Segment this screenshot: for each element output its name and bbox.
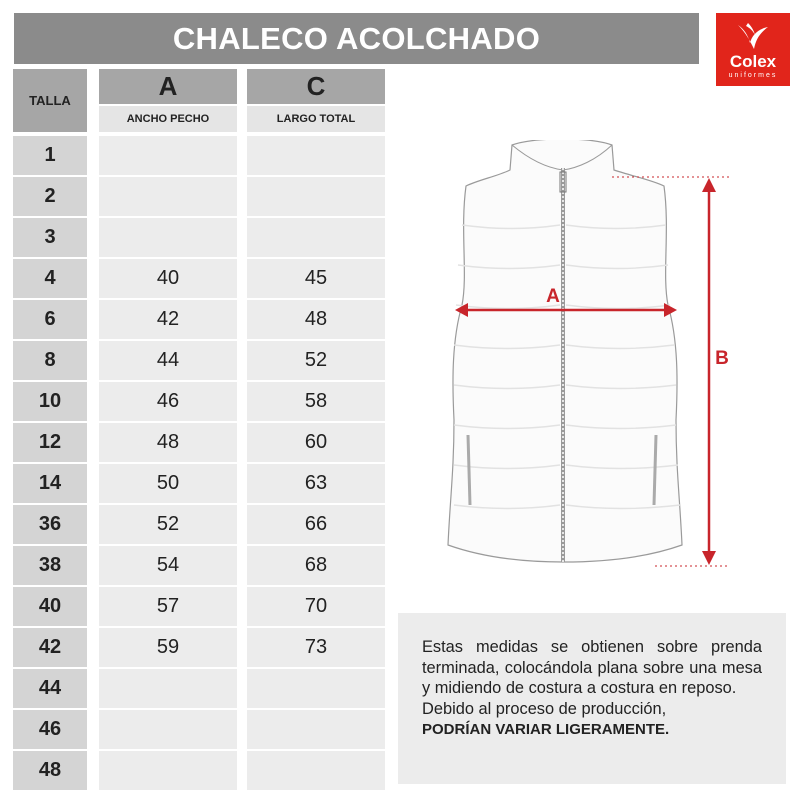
chest-width-cell: 54 xyxy=(99,546,237,585)
size-cell: 6 xyxy=(13,300,87,339)
total-length-cell xyxy=(247,177,385,216)
chest-width-cell xyxy=(99,669,237,708)
column-header-a xyxy=(99,69,237,132)
column-letter: A xyxy=(99,69,237,104)
total-length-cell: 68 xyxy=(247,546,385,585)
total-length-cell: 63 xyxy=(247,464,385,503)
size-cell: 4 xyxy=(13,259,87,298)
bird-logo-icon xyxy=(734,19,772,53)
page-title: CHALECO ACOLCHADO xyxy=(14,13,699,64)
size-cell: 8 xyxy=(13,341,87,380)
chest-width-cell xyxy=(99,751,237,790)
brand-tagline: uniformes xyxy=(728,72,778,79)
size-cell: 2 xyxy=(13,177,87,216)
total-length-cell: 66 xyxy=(247,505,385,544)
brand-logo xyxy=(716,13,790,86)
chest-width-cell: 48 xyxy=(99,423,237,462)
size-cell: 44 xyxy=(13,669,87,708)
chest-width-cell: 50 xyxy=(99,464,237,503)
total-length-cell: 48 xyxy=(247,300,385,339)
size-column-header: TALLA xyxy=(13,69,87,132)
total-length-cell xyxy=(247,669,385,708)
size-cell: 48 xyxy=(13,751,87,790)
size-cell: 42 xyxy=(13,628,87,667)
total-length-cell xyxy=(247,751,385,790)
width-label: A xyxy=(546,286,560,307)
size-cell: 12 xyxy=(13,423,87,462)
total-length-cell xyxy=(247,136,385,175)
brand-name: Colex xyxy=(729,52,777,71)
chest-width-cell xyxy=(99,136,237,175)
size-cell: 10 xyxy=(13,382,87,421)
total-length-cell: 73 xyxy=(247,628,385,667)
total-length-cell: 45 xyxy=(247,259,385,298)
chest-width-cell: 59 xyxy=(99,628,237,667)
total-length-cell: 52 xyxy=(247,341,385,380)
total-length-cell: 58 xyxy=(247,382,385,421)
total-length-cell: 60 xyxy=(247,423,385,462)
chest-width-cell xyxy=(99,177,237,216)
chest-width-cell: 40 xyxy=(99,259,237,298)
size-cell: 14 xyxy=(13,464,87,503)
column-letter: C xyxy=(247,69,385,104)
total-length-cell xyxy=(247,710,385,749)
chest-width-cell: 57 xyxy=(99,587,237,626)
chest-width-cell: 42 xyxy=(99,300,237,339)
column-label: LARGO TOTAL xyxy=(247,106,385,132)
size-cell: 40 xyxy=(13,587,87,626)
vest-diagram xyxy=(430,140,740,580)
measurement-note xyxy=(398,613,786,784)
column-label: ANCHO PECHO xyxy=(99,106,237,132)
chest-width-cell xyxy=(99,710,237,749)
column-header-c xyxy=(247,69,385,132)
chest-width-cell: 44 xyxy=(99,341,237,380)
chest-width-cell: 46 xyxy=(99,382,237,421)
size-cell: 38 xyxy=(13,546,87,585)
size-cell: 46 xyxy=(13,710,87,749)
size-cell: 3 xyxy=(13,218,87,257)
note-emphasis: PODRÍAN VARIAR LIGERAMENTE. xyxy=(422,721,670,738)
note-text: Estas medidas se obtienen sobre prenda terminada, colocándola plana sobre una mesa y midiendo de costura a costura en reposo. xyxy=(422,638,762,697)
chest-width-cell xyxy=(99,218,237,257)
note-text-2: Debido al proceso de producción, xyxy=(422,699,667,718)
total-length-cell: 70 xyxy=(247,587,385,626)
chest-width-cell: 52 xyxy=(99,505,237,544)
total-length-cell xyxy=(247,218,385,257)
length-label: B xyxy=(715,348,729,369)
size-cell: 36 xyxy=(13,505,87,544)
size-cell: 1 xyxy=(13,136,87,175)
